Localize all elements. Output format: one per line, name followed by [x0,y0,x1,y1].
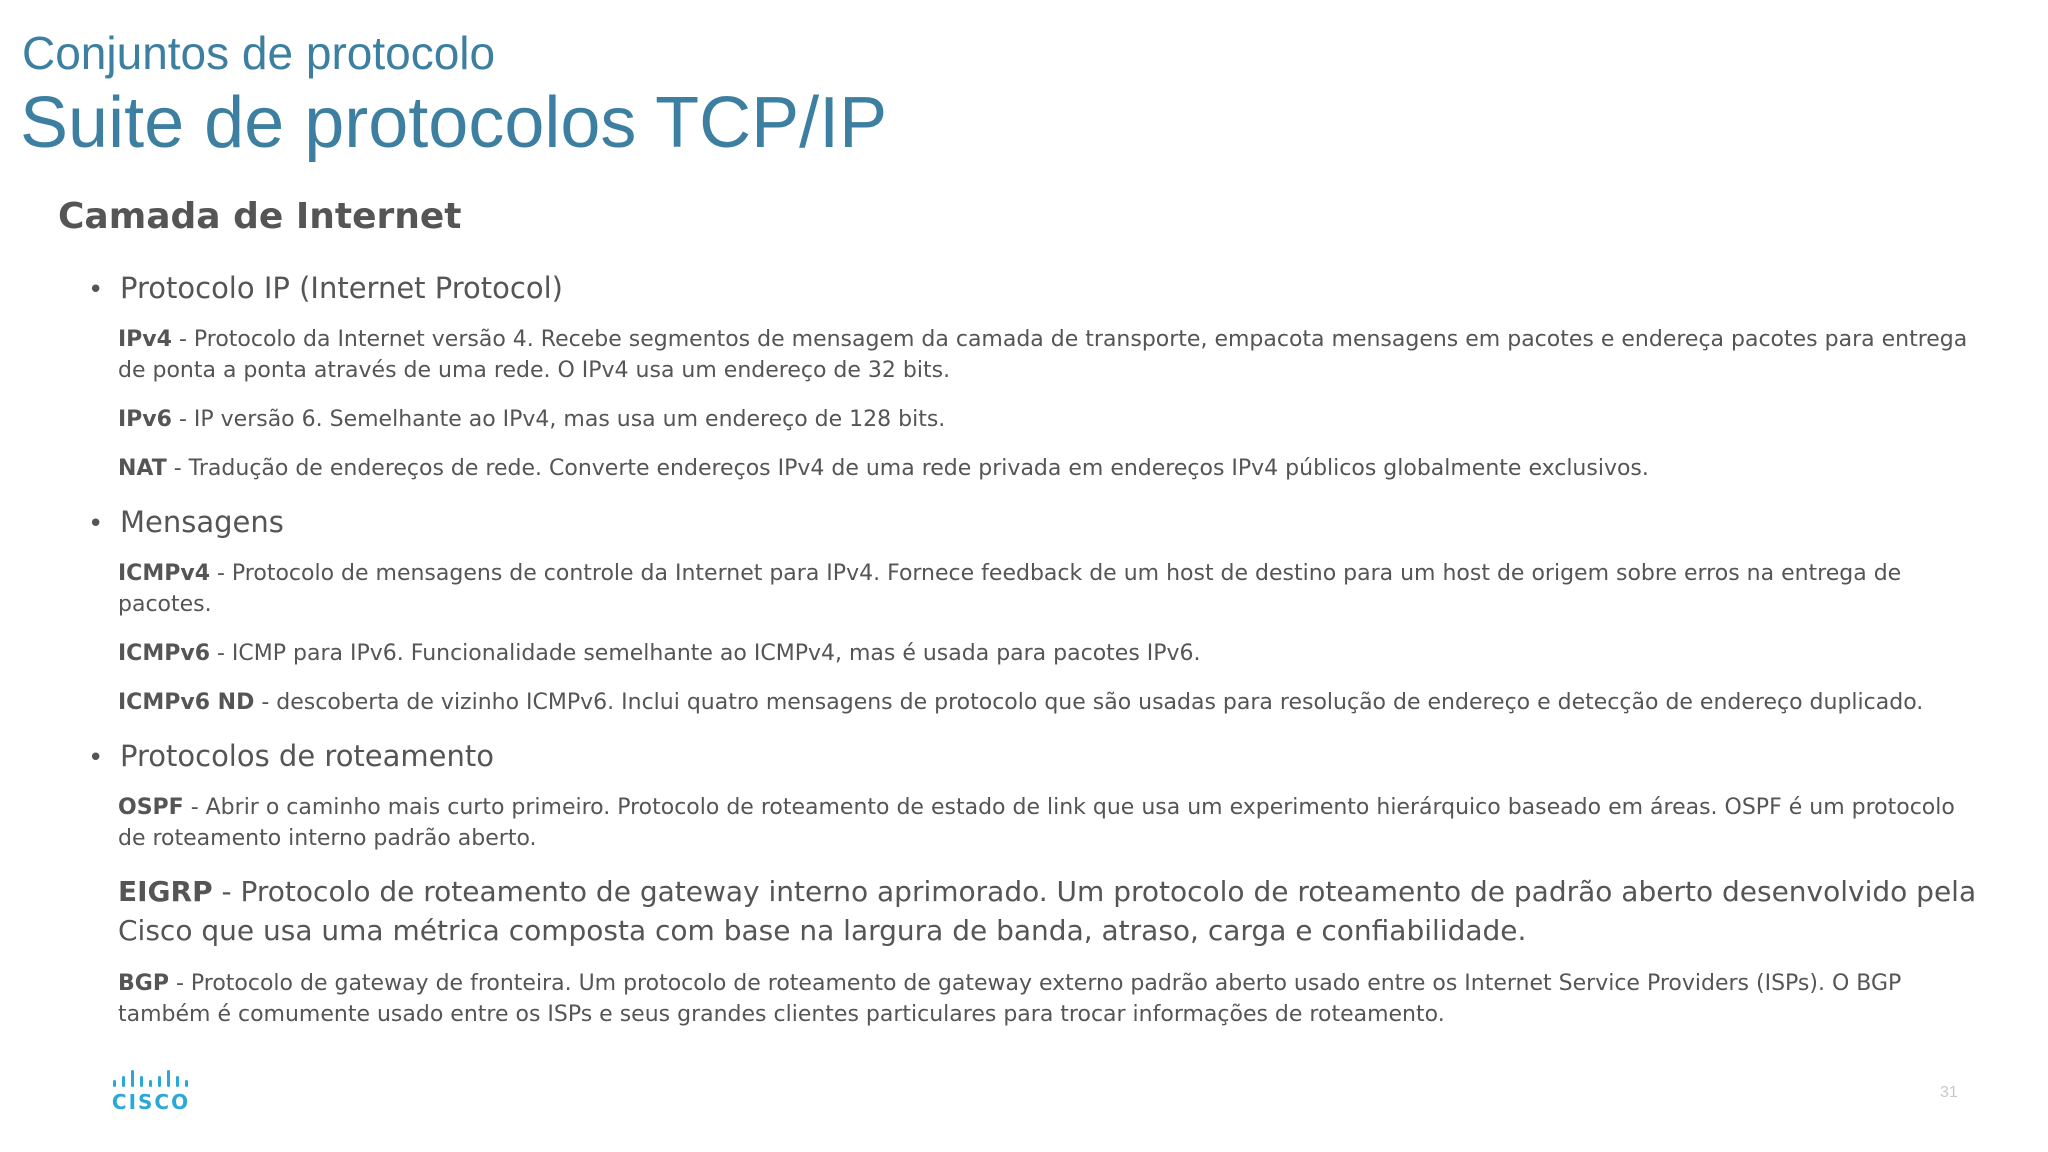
entry-term: ICMPv6 [118,641,210,666]
page-number: 31 [1940,1084,1958,1101]
entry-term: ICMPv6 ND [118,690,255,715]
entry-description: - Tradução de endereços de rede. Converte endereços IPv4 de uma rede privada em endereços IPv4 públicos globalmente exclusivos. [166,456,1649,481]
section-heading: Camada de Internet [58,196,462,237]
entry-description: - descoberta de vizinho ICMPv6. Inclui quatro mensagens de protocolo que são usadas para resolução de endereço e detecção de endereço duplicado. [254,690,1924,715]
bullet-dot-icon: • [88,509,104,539]
entry-term: NAT [118,456,167,481]
entry-nat [118,453,1988,484]
bullet-routing-protocols [88,736,1988,778]
entry-eigrp [118,872,1988,950]
bullet-label: Protocolos de roteamento [120,739,494,773]
entry-term: EIGRP [118,875,213,908]
entry-term: ICMPv4 [118,561,210,586]
cisco-logo-bars [113,1070,188,1087]
entry-ipv4 [118,324,1988,386]
entry-description: - Protocolo de gateway de fronteira. Um protocolo de roteamento de gateway externo padrão aberto usado entre os Internet Service Providers (ISPs). O BGP também é comumente usado entre os ISPs e seus grandes clientes particulares para trocar informações de roteamento. [118,971,1902,1027]
slide-subtitle: Conjuntos de protocolo [22,27,496,79]
entry-icmpv6 [118,638,1988,669]
entry-term: BGP [118,971,169,996]
entry-bgp [118,968,1988,1030]
bullet-messages [88,502,1988,544]
entry-term: IPv4 [118,327,172,352]
entry-description: - Protocolo de roteamento de gateway interno aprimorado. Um protocolo de roteamento de padrão aberto desenvolvido pela Cisco que usa uma métrica composta com base na largura de banda, atraso, carga e confiabilidade. [118,875,1977,947]
bullet-label: Mensagens [120,505,284,539]
entry-description: - IP versão 6. Semelhante ao IPv4, mas usa um endereço de 128 bits. [171,407,946,432]
bullet-label: Protocolo IP (Internet Protocol) [120,271,563,305]
bullet-ip-protocol [88,268,1988,310]
entry-description: - Protocolo da Internet versão 4. Recebe segmentos de mensagem da camada de transporte, empacota mensagens em pacotes e endereça pacotes para entrega de ponta a ponta através de uma rede. O IPv4 usa um endereço de 32 bits. [118,327,1968,383]
entry-description: - Abrir o caminho mais curto primeiro. Protocolo de roteamento de estado de link que usa um experimento hierárquico baseado em áreas. OSPF é um protocolo de roteamento interno padrão aberto. [118,795,1955,851]
entry-icmpv4 [118,558,1988,620]
entry-term: OSPF [118,795,184,820]
bullet-dot-icon: • [88,275,104,305]
cisco-logo [112,1066,194,1112]
entry-ospf [118,792,1988,854]
entry-description: - ICMP para IPv6. Funcionalidade semelhante ao ICMPv4, mas é usada para pacotes IPv6. [210,641,1201,666]
entry-icmpv6-nd [118,687,1988,718]
cisco-logo-text: CISCO [112,1090,191,1112]
slide-content [88,268,1988,1048]
entry-ipv6 [118,404,1988,435]
bullet-dot-icon: • [88,743,104,773]
entry-description: - Protocolo de mensagens de controle da Internet para IPv4. Fornece feedback de um host de destino para um host de origem sobre erros na entrega de pacotes. [118,561,1902,617]
slide-title: Suite de protocolos TCP/IP [20,83,888,163]
entry-term: IPv6 [118,407,172,432]
